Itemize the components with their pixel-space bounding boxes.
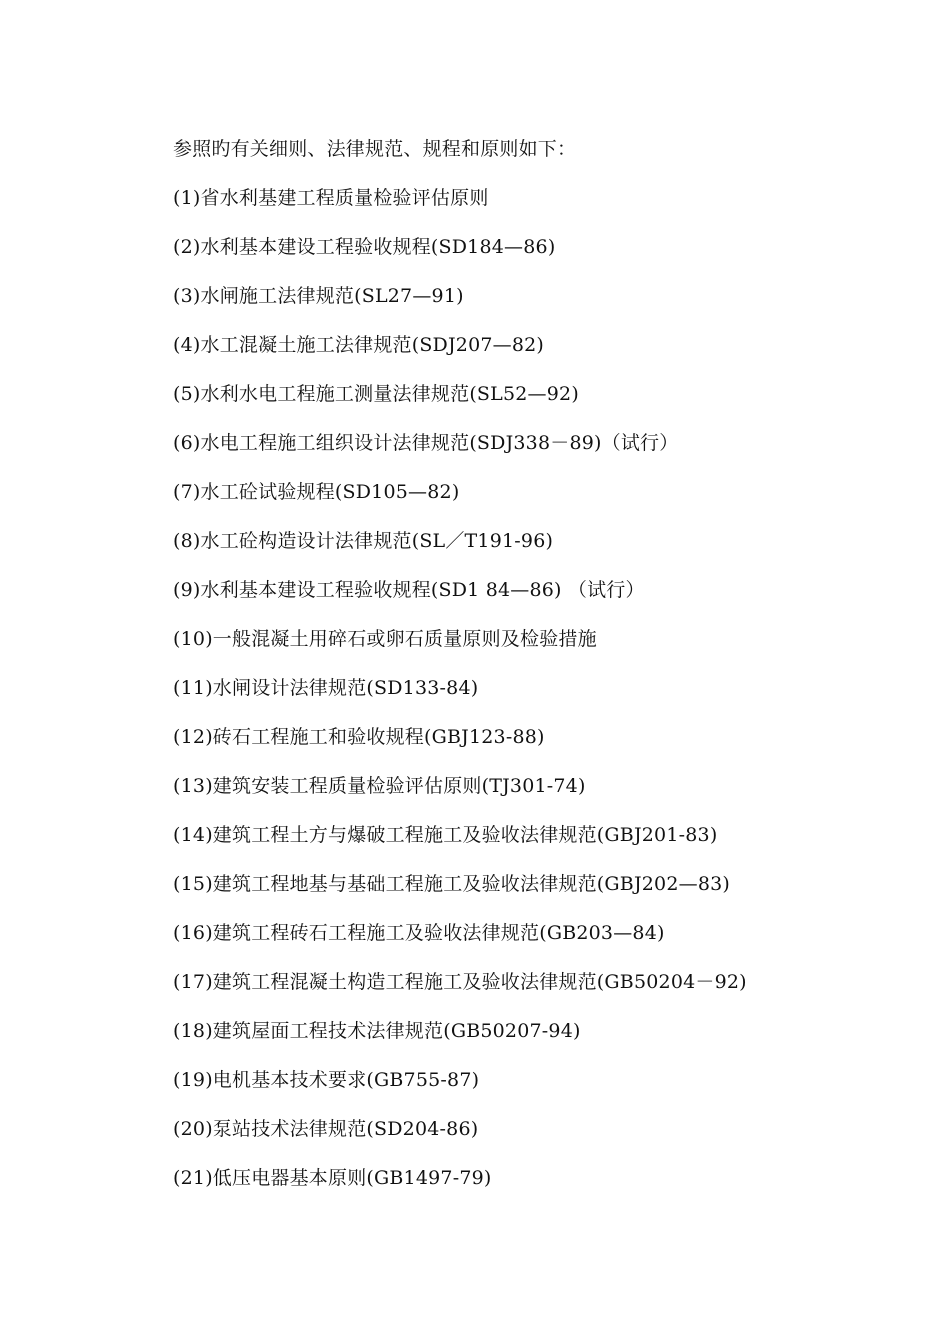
list-item: (14)建筑工程土方与爆破工程施工及验收法律规范(GBJ201-83) (173, 824, 718, 846)
list-item: (20)泵站技术法律规范(SD204-86) (173, 1118, 479, 1140)
list-item: (2)水利基本建设工程验收规程(SD184—86) (173, 236, 556, 258)
list-item: (7)水工砼试验规程(SD105—82) (173, 481, 460, 503)
list-item: (11)水闸设计法律规范(SD133-84) (173, 677, 479, 699)
list-item: (3)水闸施工法律规范(SL27—91) (173, 285, 464, 307)
list-item: (13)建筑安装工程质量检验评估原则(TJ301-74) (173, 775, 586, 797)
list-item: (10)一般混凝土用碎石或卵石质量原则及检验措施 (173, 628, 597, 650)
list-item: (12)砖石工程施工和验收规程(GBJ123-88) (173, 726, 545, 748)
list-item: (18)建筑屋面工程技术法律规范(GB50207-94) (173, 1020, 581, 1042)
list-item: (15)建筑工程地基与基础工程施工及验收法律规范(GBJ202—83) (173, 873, 731, 895)
list-item: (17)建筑工程混凝土构造工程施工及验收法律规范(GB50204－92) (173, 971, 747, 993)
intro-text: 参照旳有关细则、法律规范、规程和原则如下： (173, 138, 577, 160)
list-item: (4)水工混凝土施工法律规范(SDJ207—82) (173, 334, 545, 356)
list-item: (21)低压电器基本原则(GB1497-79) (173, 1167, 492, 1189)
list-item: (16)建筑工程砖石工程施工及验收法律规范(GB203—84) (173, 922, 665, 944)
list-item: (1)省水利基建工程质量检验评估原则 (173, 187, 489, 209)
standards-list (173, 130, 913, 1208)
list-item: (6)水电工程施工组织设计法律规范(SDJ338－89)（试行） (173, 432, 679, 454)
list-item: (5)水利水电工程施工测量法律规范(SL52—92) (173, 383, 579, 405)
list-item: (19)电机基本技术要求(GB755-87) (173, 1069, 480, 1091)
list-item: (9)水利基本建设工程验收规程(SD1 84—86) （试行） (173, 579, 645, 601)
list-item: (8)水工砼构造设计法律规范(SL／T191-96) (173, 530, 554, 552)
